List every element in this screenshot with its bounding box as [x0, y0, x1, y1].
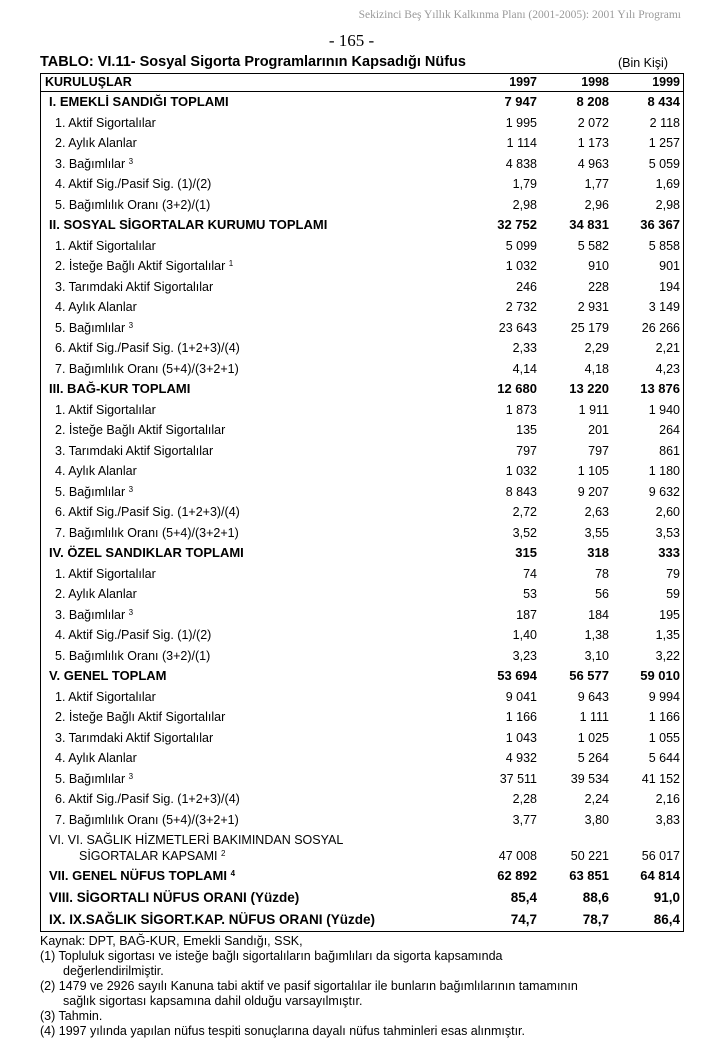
- value-1998: 9 643: [577, 689, 609, 704]
- table-row: [41, 584, 683, 605]
- row-label: [55, 707, 225, 728]
- value-1999: 86,4: [653, 911, 680, 927]
- value-1999: 3,83: [655, 812, 680, 827]
- value-1998: 34 831: [569, 217, 609, 232]
- value-1999: 1 166: [648, 710, 680, 724]
- table-section-row: [41, 887, 683, 909]
- value-1998: 2,96: [584, 197, 609, 212]
- value-1999: 3,22: [655, 648, 680, 663]
- row-label-text: 4. Aylık Alanlar: [55, 464, 137, 478]
- footnote-1-line2: değerlendirilmiştir.: [63, 964, 164, 978]
- table-section-row: [41, 830, 683, 866]
- value-1998: 5 582: [577, 238, 609, 253]
- row-label-text: 2. İsteğe Bağlı Aktif Sigortalılar: [55, 423, 226, 437]
- value-1999: 8 434: [647, 94, 680, 109]
- row-label-text: 1. Aktif Sigortalılar: [55, 689, 156, 704]
- row-label-text: 1. Aktif Sigortalılar: [55, 402, 156, 417]
- row-label-text: 7. Bağımlılık Oranı (5+4)/(3+2+1): [55, 361, 239, 376]
- row-label: [49, 215, 327, 236]
- value-1997: 2,98: [512, 197, 537, 212]
- value-1998: 1,77: [584, 177, 609, 191]
- table-row: [41, 769, 683, 790]
- table-row: [41, 277, 683, 298]
- value-1999: 56 017: [641, 849, 680, 863]
- row-label-text: 1. Aktif Sigortalılar: [55, 566, 156, 581]
- value-1999: 1,35: [655, 628, 680, 642]
- value-1998: 1,38: [584, 628, 609, 642]
- value-1999: 194: [659, 279, 680, 294]
- row-label: [49, 887, 299, 909]
- row-label: [49, 666, 167, 687]
- value-1998: 63 851: [569, 868, 609, 883]
- table-row: [41, 133, 683, 154]
- value-1999: 4,23: [655, 361, 680, 376]
- row-label: [49, 832, 343, 864]
- table-row: [41, 728, 683, 749]
- value-1997: 3,52: [512, 525, 537, 540]
- row-label-text: VIII. SİGORTALI NÜFUS ORANI (Yüzde): [49, 889, 300, 905]
- value-1998: 1 911: [578, 402, 609, 417]
- row-label: [55, 810, 239, 831]
- value-1997: 8 843: [505, 484, 537, 499]
- value-1998: 797: [588, 443, 609, 458]
- value-1999: 1 055: [648, 730, 680, 745]
- running-header: Sekizinci Beş Yıllık Kalkınma Planı (2001-2005): 2001 Yılı Programı: [358, 9, 681, 21]
- value-1998: 3,10: [584, 648, 609, 663]
- value-1998: 1 105: [577, 464, 609, 478]
- row-label: [55, 277, 213, 298]
- value-1999: 9 994: [648, 689, 680, 704]
- value-1997: 1 114: [506, 136, 537, 150]
- value-1997: 2,72: [512, 505, 537, 519]
- row-label-text: IV. ÖZEL SANDIKLAR TOPLAMI: [49, 545, 244, 560]
- row-label: [55, 564, 156, 585]
- value-1997: 797: [516, 443, 537, 458]
- table-caption: [40, 54, 688, 72]
- value-1997: 4 838: [505, 156, 537, 171]
- value-1999: 2,21: [655, 341, 680, 355]
- value-1998: 2,63: [584, 505, 609, 519]
- table-row: [41, 810, 683, 831]
- value-1997: 3,23: [512, 648, 537, 663]
- value-1998: 8 208: [576, 94, 609, 109]
- table-section-row: [41, 543, 683, 564]
- row-label-text-line2: SİGORTALAR KAPSAMI: [79, 849, 218, 863]
- value-1997: 85,4: [510, 889, 537, 905]
- table-row: [41, 174, 683, 195]
- row-label-text: 1. Aktif Sigortalılar: [55, 115, 156, 130]
- row-label-text: VII. GENEL NÜFUS TOPLAMI: [49, 868, 227, 883]
- value-1997: 1,79: [512, 177, 537, 191]
- row-label-text: 4. Aylık Alanlar: [55, 300, 137, 314]
- table-row: [41, 707, 683, 728]
- column-header-1998: 1998: [581, 75, 609, 89]
- table-row: [41, 461, 683, 482]
- row-label: [55, 625, 211, 646]
- row-label: [55, 359, 239, 380]
- value-1997: 135: [516, 423, 537, 437]
- value-1997: 187: [516, 607, 537, 622]
- table-row: [41, 748, 683, 769]
- value-1997: 47 008: [498, 849, 537, 863]
- value-1999: 13 876: [640, 381, 680, 396]
- value-1998: 318: [587, 545, 609, 560]
- value-1999: 26 266: [641, 320, 680, 335]
- value-1998: 1 111: [579, 710, 609, 724]
- value-1997: 53 694: [497, 668, 537, 683]
- value-1999: 1,69: [655, 177, 680, 191]
- row-label: [55, 687, 156, 708]
- value-1999: 2 118: [649, 115, 680, 130]
- row-label: [55, 113, 156, 134]
- value-1999: 36 367: [640, 217, 680, 232]
- value-1999: 3,53: [655, 525, 680, 540]
- table-row: [41, 297, 683, 318]
- value-1999: 5 059: [648, 156, 680, 171]
- value-1998: 9 207: [577, 484, 609, 499]
- value-1999: 333: [658, 545, 680, 560]
- footnote-marker: 3: [128, 320, 134, 330]
- value-1999: 5 644: [648, 751, 680, 765]
- value-1998: 201: [588, 423, 609, 437]
- table-row: [41, 523, 683, 544]
- value-1998: 2,24: [584, 792, 609, 806]
- value-1998: 56 577: [569, 668, 609, 683]
- row-label-text: 7. Bağımlılık Oranı (5+4)/(3+2+1): [55, 525, 239, 540]
- row-label-text: 2. İsteğe Bağlı Aktif Sigortalılar: [55, 710, 226, 724]
- value-1999: 9 632: [648, 484, 680, 499]
- table-section-row: [41, 666, 683, 687]
- value-1999: 1 940: [648, 402, 680, 417]
- value-1997: 12 680: [497, 381, 537, 396]
- value-1999: 64 814: [640, 868, 680, 883]
- value-1998: 910: [588, 259, 609, 273]
- value-1997: 37 511: [499, 771, 537, 786]
- table-row: [41, 646, 683, 667]
- row-label-text: 3. Tarımdaki Aktif Sigortalılar: [55, 443, 214, 458]
- row-label: [55, 502, 240, 523]
- value-1997: 2 732: [505, 300, 537, 314]
- value-1998: 1 173: [577, 136, 609, 150]
- value-1998: 13 220: [569, 381, 609, 396]
- value-1997: 2,33: [512, 341, 537, 355]
- value-1997: 1,40: [512, 628, 537, 642]
- value-1999: 79: [666, 566, 680, 581]
- value-1999: 59 010: [640, 668, 680, 683]
- value-1998: 3,80: [584, 812, 609, 827]
- footnote-marker: 3: [128, 607, 134, 617]
- table-row: [41, 113, 683, 134]
- row-label-text: VI. VI. SAĞLIK HİZMETLERİ BAKIMINDAN SOSYAL: [49, 833, 344, 847]
- row-label: [55, 584, 137, 605]
- row-label-text: 3. Tarımdaki Aktif Sigortalılar: [55, 730, 214, 745]
- value-1997: 3,77: [512, 812, 537, 827]
- row-label: [55, 769, 133, 790]
- value-1999: 5 858: [648, 238, 680, 253]
- page-number: - 165 -: [328, 31, 375, 50]
- table-row: [41, 564, 683, 585]
- table-row: [41, 400, 683, 421]
- row-label: [49, 379, 190, 400]
- footnotes: [40, 934, 690, 1039]
- footnote-1-line1: (1) Topluluk sigortası ve isteğe bağlı sigortalıların bağımlıları da sigorta kapsamında: [40, 949, 503, 963]
- column-header-institutions: KURULUŞLAR: [45, 75, 132, 89]
- row-label-text: 2. Aylık Alanlar: [55, 587, 137, 601]
- row-label: [55, 605, 133, 626]
- table-row: [41, 687, 683, 708]
- row-label: [55, 482, 133, 503]
- value-1997: 1 873: [505, 402, 537, 417]
- value-1999: 59: [666, 587, 680, 601]
- value-1998: 25 179: [570, 320, 609, 335]
- value-1997: 32 752: [497, 217, 537, 232]
- table-row: [41, 256, 683, 277]
- value-1998: 2,29: [584, 341, 609, 355]
- row-label-text: 5. Bağımlılar: [55, 484, 126, 499]
- row-label: [49, 866, 235, 887]
- value-1998: 5 264: [577, 751, 609, 765]
- value-1998: 2 931: [577, 300, 609, 314]
- unit-note: (Bin Kişi): [617, 56, 668, 70]
- row-label: [55, 133, 137, 154]
- value-1998: 88,6: [582, 889, 609, 905]
- value-1998: 50 221: [570, 849, 609, 863]
- value-1999: 3 149: [648, 300, 680, 314]
- footnote-marker: 1: [228, 259, 234, 268]
- value-1998: 3,55: [584, 525, 609, 540]
- row-label-text: IX. IX.SAĞLIK SİGORT.KAP. NÜFUS ORANI (Yüzde): [49, 911, 376, 927]
- value-1999: 41 152: [641, 771, 680, 786]
- table-row: [41, 482, 683, 503]
- row-label-text: 1. Aktif Sigortalılar: [55, 238, 156, 253]
- row-label-text: 3. Tarımdaki Aktif Sigortalılar: [55, 279, 214, 294]
- value-1997: 2,28: [512, 792, 537, 806]
- row-label-text: 5. Bağımlılık Oranı (3+2)/(1): [55, 197, 211, 212]
- row-label-text: 2. İsteğe Bağlı Aktif Sigortalılar: [55, 259, 226, 273]
- table-section-row: [41, 215, 683, 236]
- table-row: [41, 605, 683, 626]
- table-section-row: [41, 379, 683, 400]
- row-label: [49, 543, 244, 564]
- value-1999: 1 257: [648, 136, 680, 150]
- value-1997: 53: [523, 587, 537, 601]
- row-label: [55, 420, 225, 441]
- value-1998: 78,7: [582, 911, 609, 927]
- value-1998: 39 534: [570, 771, 609, 786]
- value-1997: 7 947: [504, 94, 537, 109]
- value-1997: 4 932: [505, 751, 537, 765]
- row-label-text: V. GENEL TOPLAM: [49, 668, 167, 683]
- value-1998: 1 025: [577, 730, 609, 745]
- row-label: [55, 523, 239, 544]
- value-1999: 1 180: [648, 464, 680, 478]
- value-1997: 74: [523, 566, 537, 581]
- table-row: [41, 420, 683, 441]
- row-label-text: 4. Aylık Alanlar: [55, 751, 137, 765]
- table-row: [41, 441, 683, 462]
- value-1999: 91,0: [653, 889, 680, 905]
- value-1997: 1 166: [505, 710, 537, 724]
- value-1999: 264: [659, 423, 680, 437]
- table-row: [41, 502, 683, 523]
- table-row: [41, 625, 683, 646]
- row-label: [55, 789, 240, 810]
- value-1997: 1 032: [505, 464, 537, 478]
- value-1997: 1 995: [505, 115, 537, 130]
- row-label-text: 5. Bağımlılık Oranı (3+2)/(1): [55, 648, 211, 663]
- row-label-text: 6. Aktif Sig./Pasif Sig. (1+2+3)/(4): [55, 505, 240, 519]
- footnote-marker: 3: [128, 771, 134, 781]
- row-label: [55, 174, 211, 195]
- row-label: [49, 909, 375, 931]
- row-label-text: I. EMEKLİ SANDIĞI TOPLAMI: [49, 94, 229, 109]
- row-label: [55, 461, 137, 482]
- footnote-2-line2: sağlık sigortası kapsamına dahil olduğu varsayılmıştır.: [63, 994, 363, 1008]
- footnote-marker: 3: [128, 156, 134, 166]
- table-row: [41, 318, 683, 339]
- table-section-row: [41, 866, 683, 887]
- row-label: [55, 338, 240, 359]
- row-label-text: II. SOSYAL SİGORTALAR KURUMU TOPLAMI: [49, 217, 328, 232]
- row-label: [55, 646, 210, 667]
- table-row: [41, 154, 683, 175]
- row-label: [55, 297, 137, 318]
- value-1997: 74,7: [510, 911, 537, 927]
- table-row: [41, 236, 683, 257]
- value-1999: 861: [659, 443, 680, 458]
- row-label-text: 3. Bağımlılar: [55, 156, 126, 171]
- table-row: [41, 338, 683, 359]
- footnote-3: (3) Tahmin.: [40, 1009, 103, 1023]
- row-label-text: 4. Aktif Sig./Pasif Sig. (1)/(2): [55, 628, 212, 642]
- value-1997: 62 892: [497, 868, 537, 883]
- table-header-row: [41, 74, 683, 92]
- row-label: [55, 195, 210, 216]
- row-label-text: 6. Aktif Sig./Pasif Sig. (1+2+3)/(4): [55, 792, 240, 806]
- value-1997: 246: [516, 279, 537, 294]
- footnote-marker: 3: [128, 484, 134, 494]
- value-1997: 9 041: [505, 689, 537, 704]
- value-1999: 901: [659, 259, 680, 273]
- table-body: [41, 92, 683, 931]
- value-1998: 184: [588, 607, 609, 622]
- coverage-table: [40, 73, 684, 932]
- row-label: [55, 400, 156, 421]
- footnote-2-line1: (2) 1479 ve 2926 sayılı Kanuna tabi aktif ve pasif sigortalılar ile bunların bağımlılarının tamamının: [40, 979, 578, 993]
- row-label: [49, 92, 229, 113]
- row-label-text: 6. Aktif Sig./Pasif Sig. (1+2+3)/(4): [55, 341, 240, 355]
- row-label: [55, 441, 213, 462]
- value-1998: 228: [588, 279, 609, 294]
- row-label: [55, 728, 213, 749]
- row-label: [55, 256, 233, 277]
- footnote-marker: 2: [220, 849, 226, 858]
- source-note: Kaynak: DPT, BAĞ-KUR, Emekli Sandığı, SSK,: [40, 934, 303, 948]
- row-label-text: 4. Aktif Sig./Pasif Sig. (1)/(2): [55, 177, 212, 191]
- row-label: [55, 236, 156, 257]
- table-section-row: [41, 92, 683, 113]
- value-1998: 4 963: [577, 156, 609, 171]
- table-row: [41, 789, 683, 810]
- value-1997: 315: [515, 545, 537, 560]
- column-header-1997: 1997: [509, 75, 537, 89]
- footnote-4: (4) 1997 yılında yapılan nüfus tespiti sonuçlarına dayalı nüfus tahminleri esas alınmıştır.: [40, 1024, 525, 1038]
- value-1998: 4,18: [584, 361, 609, 376]
- value-1997: 23 643: [498, 320, 537, 335]
- row-label: [55, 318, 133, 339]
- table-section-row: [41, 909, 683, 931]
- value-1999: 2,16: [655, 792, 680, 806]
- row-label-text: 5. Bağımlılar: [55, 320, 126, 335]
- row-label-text: III. BAĞ-KUR TOPLAMI: [49, 381, 191, 396]
- value-1998: 78: [595, 566, 609, 581]
- row-label: [55, 748, 137, 769]
- value-1999: 195: [659, 607, 680, 622]
- value-1999: 2,98: [655, 197, 680, 212]
- value-1997: 4,14: [512, 361, 537, 376]
- table-row: [41, 195, 683, 216]
- footnote-2: [40, 979, 690, 1009]
- value-1997: 5 099: [505, 238, 537, 253]
- value-1997: 1 032: [505, 259, 537, 273]
- column-header-1999: 1999: [652, 75, 680, 89]
- row-label-text: 2. Aylık Alanlar: [55, 136, 137, 150]
- footnote-1: [40, 949, 690, 979]
- row-label-text: 5. Bağımlılar: [55, 771, 126, 786]
- value-1999: 2,60: [655, 505, 680, 519]
- row-label: [55, 154, 133, 175]
- value-1998: 56: [595, 587, 609, 601]
- row-label-text: 3. Bağımlılar: [55, 607, 126, 622]
- table-row: [41, 359, 683, 380]
- value-1997: 1 043: [505, 730, 537, 745]
- value-1998: 2 072: [577, 115, 609, 130]
- table-title: TABLO: VI.11- Sosyal Sigorta Programlarının Kapsadığı Nüfus: [40, 54, 466, 70]
- footnote-marker: 4: [230, 869, 236, 878]
- row-label-text: 7. Bağımlılık Oranı (5+4)/(3+2+1): [55, 812, 239, 827]
